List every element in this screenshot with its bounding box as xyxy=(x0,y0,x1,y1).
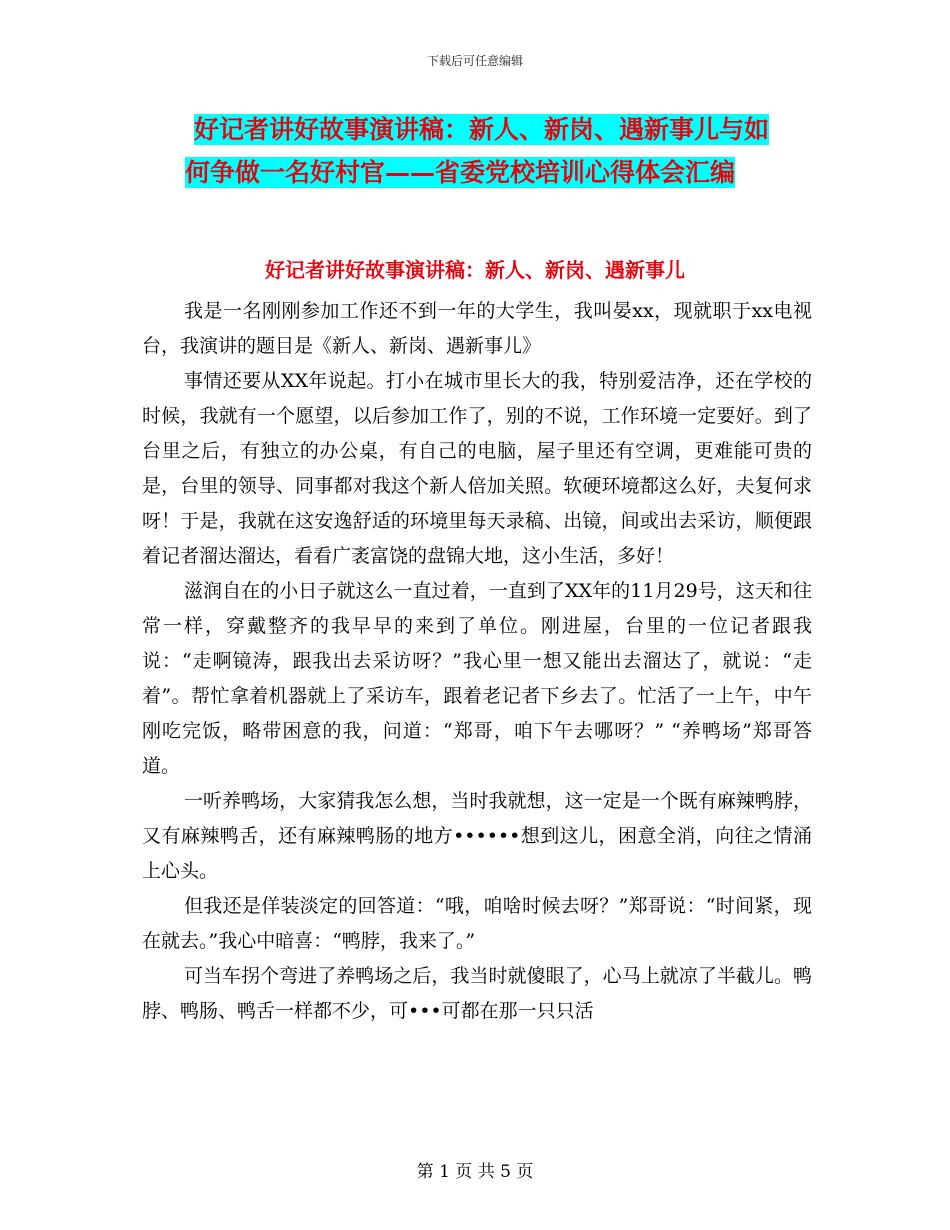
page-footer: 第 1 页 共 5 页 xyxy=(416,1162,534,1182)
paragraph: 但我还是佯装淡定的回答道：“哦，咱啥时候去呀？”郑哥说：“时间紧，现在就去。”我心中暗喜：“鸭脖，我来了。” xyxy=(142,895,812,952)
paragraph: 一听养鸭场，大家猜我怎么想，当时我就想，这一定是一个既有麻辣鸭脖，又有麻辣鸭舌，还有麻辣鸭肠的地方••••••想到这儿，困意全消，向往之情涌上心头。 xyxy=(142,790,812,882)
paragraph: 可当车拐个弯进了养鸭场之后，我当时就傻眼了，心马上就凉了半截儿。鸭脖、鸭肠、鸭舌一样都不少，可•••可都在那一只只活 xyxy=(142,965,812,1022)
section-title: 好记者讲好故事演讲稿：新人、新岗、遇新事儿 xyxy=(265,258,685,282)
paragraph: 滋润自在的小日子就这么一直过着，一直到了XX年的11月29号，这天和往常一样，穿戴整齐的我早早的来到了单位。刚进屋，台里的一位记者跟我说：“走啊镜涛，跟我出去采访呀？”我心里一想又能出去溜达了，就说：“走着”。帮忙拿着机器就上了采访车，跟着老记者下乡去了。忙活了一上午，中午刚吃完饭，略带困意的我，问道：“郑哥，咱下午去哪呀？” “养鸭场”郑哥答道。 xyxy=(142,580,812,777)
main-title-line-2: 何争做一名好村官——省委党校培训心得体会汇编 xyxy=(185,158,736,187)
page-header: 下载后可任意编辑 xyxy=(426,54,523,68)
main-title-line-1: 好记者讲好故事演讲稿：新人、新岗、遇新事儿与如 xyxy=(194,115,770,144)
paragraph: 我是一名刚刚参加工作还不到一年的大学生，我叫晏xx，现就职于xx电视台，我演讲的题目是《新人、新岗、遇新事儿》 xyxy=(142,300,812,357)
paragraph: 事情还要从XX年说起。打小在城市里长大的我，特别爱洁净，还在学校的时候，我就有一个愿望，以后参加工作了，别的不说，工作环境一定要好。到了台里之后，有独立的办公桌，有自己的电脑，屋子里还有空调，更难能可贵的是，台里的领导、同事都对我这个新人倍加关照。软硬环境都这么好，夫复何求呀！于是，我就在这安逸舒适的环境里每天录稿、出镜，间或出去采访，顺便跟着记者溜达溜达，看看广袤富饶的盘锦大地，这小生活，多好！ xyxy=(142,370,812,567)
body-text xyxy=(142,294,812,1029)
